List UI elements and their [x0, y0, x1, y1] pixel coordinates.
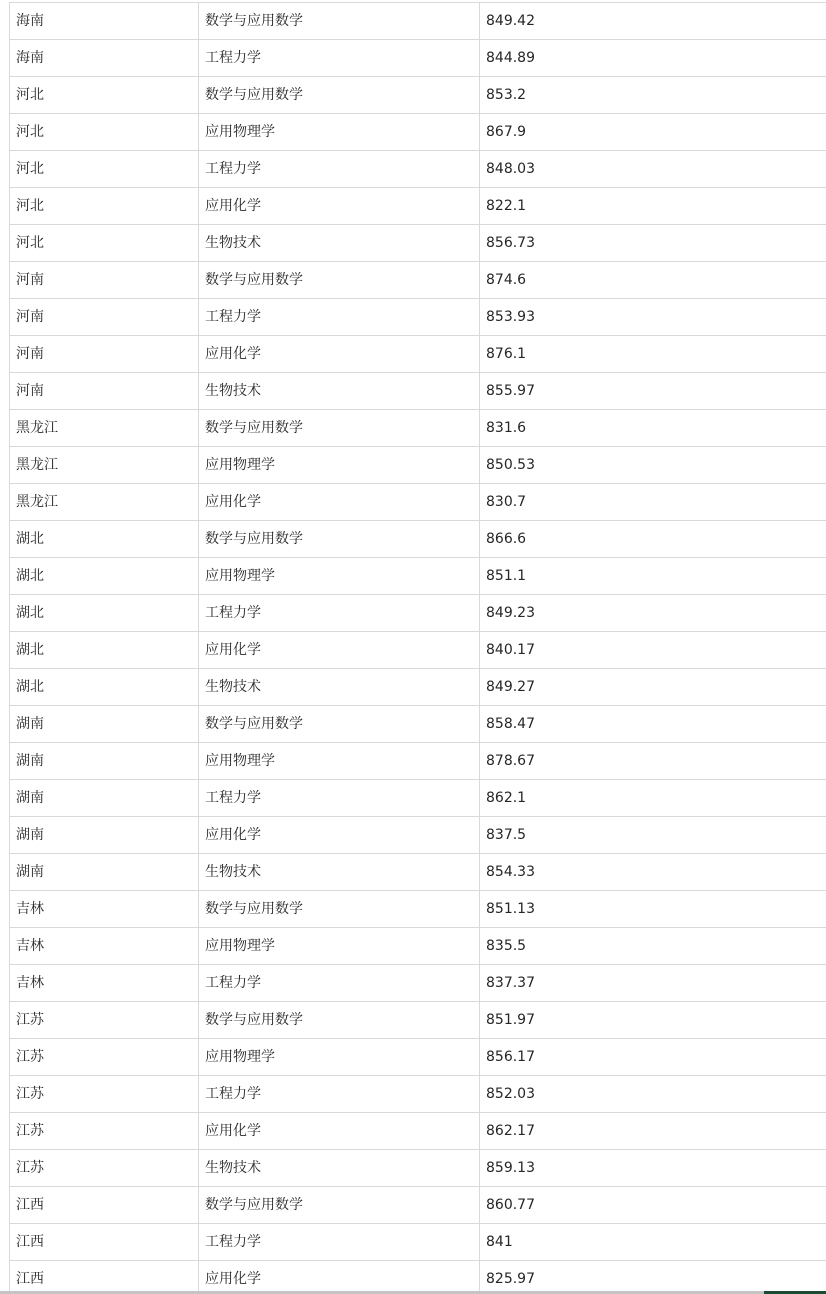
province-cell[interactable]: 黑龙江 [10, 484, 199, 520]
score-cell[interactable]: 844.89 [486, 50, 535, 66]
score-cell[interactable]: 853.93 [486, 309, 535, 325]
score-cell[interactable]: 852.03 [486, 1086, 535, 1102]
score-cell[interactable]: 862.1 [486, 790, 527, 806]
major-cell[interactable]: 工程力学 [199, 151, 480, 187]
score-cell[interactable]: 856.17 [486, 1049, 535, 1065]
major-cell[interactable]: 工程力学 [199, 299, 480, 335]
province-cell[interactable]: 江苏 [10, 1076, 199, 1112]
score-cell[interactable]: 858.47 [486, 716, 535, 732]
table-row [10, 1075, 826, 1112]
major-cell[interactable]: 工程力学 [199, 40, 480, 76]
major-cell[interactable]: 应用物理学 [199, 114, 480, 150]
province-cell[interactable]: 河南 [10, 336, 199, 372]
table-row [10, 1186, 826, 1223]
province-cell[interactable]: 江苏 [10, 1002, 199, 1038]
score-cell[interactable]: 867.9 [486, 124, 527, 140]
province-cell[interactable]: 吉林 [10, 965, 199, 1001]
score-cell[interactable]: 856.73 [486, 235, 535, 251]
province-cell[interactable]: 湖北 [10, 632, 199, 668]
province-cell[interactable]: 黑龙江 [10, 410, 199, 446]
table-row [10, 335, 826, 372]
major-cell[interactable]: 数学与应用数学 [199, 1187, 480, 1223]
table-row [10, 446, 826, 483]
province-cell[interactable]: 河北 [10, 114, 199, 150]
major-cell[interactable]: 工程力学 [199, 780, 480, 816]
province-cell[interactable]: 湖南 [10, 817, 199, 853]
score-cell[interactable]: 850.53 [486, 457, 535, 473]
province-cell[interactable]: 海南 [10, 3, 199, 39]
score-cell[interactable]: 851.13 [486, 901, 535, 917]
province-cell[interactable]: 湖北 [10, 558, 199, 594]
province-cell[interactable]: 江苏 [10, 1113, 199, 1149]
major-cell[interactable]: 应用物理学 [199, 447, 480, 483]
table-row [10, 816, 826, 853]
table-row [10, 224, 826, 261]
score-cell[interactable]: 854.33 [486, 864, 535, 880]
table-row [10, 964, 826, 1001]
province-cell[interactable]: 湖北 [10, 669, 199, 705]
major-cell[interactable]: 应用化学 [199, 1261, 480, 1294]
major-cell[interactable]: 工程力学 [199, 1224, 480, 1260]
table-row [10, 705, 826, 742]
score-cell[interactable]: 874.6 [486, 272, 527, 288]
province-cell[interactable]: 河北 [10, 151, 199, 187]
table-row [10, 927, 826, 964]
score-cell[interactable]: 837.37 [486, 975, 535, 991]
score-cell[interactable]: 876.1 [486, 346, 527, 362]
table-row [10, 520, 826, 557]
major-cell[interactable]: 数学与应用数学 [199, 706, 480, 742]
table-row [10, 1223, 826, 1260]
major-cell[interactable]: 数学与应用数学 [199, 891, 480, 927]
score-cell[interactable]: 859.13 [486, 1160, 535, 1176]
major-cell[interactable]: 数学与应用数学 [199, 410, 480, 446]
major-cell[interactable]: 应用化学 [199, 336, 480, 372]
province-cell[interactable]: 江苏 [10, 1039, 199, 1075]
province-cell[interactable]: 湖北 [10, 595, 199, 631]
major-cell[interactable]: 数学与应用数学 [199, 3, 480, 39]
province-cell[interactable]: 湖南 [10, 780, 199, 816]
province-cell[interactable]: 湖南 [10, 854, 199, 890]
major-cell[interactable]: 应用物理学 [199, 928, 480, 964]
province-cell[interactable]: 黑龙江 [10, 447, 199, 483]
province-cell[interactable]: 湖北 [10, 521, 199, 557]
major-cell[interactable]: 应用化学 [199, 632, 480, 668]
table-row [10, 261, 826, 298]
table-row [10, 76, 826, 113]
table-row [10, 1038, 826, 1075]
major-cell[interactable]: 应用化学 [199, 1113, 480, 1149]
score-cell[interactable]: 851.1 [486, 568, 527, 584]
major-cell[interactable]: 生物技术 [199, 225, 480, 261]
province-cell[interactable]: 河北 [10, 225, 199, 261]
score-cell[interactable]: 835.5 [486, 938, 527, 954]
province-cell[interactable]: 江西 [10, 1261, 199, 1294]
score-cell[interactable]: 849.23 [486, 605, 535, 621]
province-cell[interactable]: 吉林 [10, 891, 199, 927]
score-cell[interactable]: 830.7 [486, 494, 527, 510]
score-cell[interactable]: 878.67 [486, 753, 535, 769]
table-row [10, 668, 826, 705]
province-cell[interactable]: 吉林 [10, 928, 199, 964]
score-cell[interactable]: 848.03 [486, 161, 535, 177]
major-cell[interactable]: 工程力学 [199, 965, 480, 1001]
major-cell[interactable]: 应用物理学 [199, 743, 480, 779]
score-cell[interactable]: 837.5 [486, 827, 527, 843]
major-cell[interactable]: 应用物理学 [199, 1039, 480, 1075]
province-cell[interactable]: 河南 [10, 299, 199, 335]
table-row [10, 2, 826, 39]
score-cell[interactable]: 855.97 [486, 383, 535, 399]
score-cell[interactable]: 822.1 [486, 198, 527, 214]
table-row [10, 1260, 826, 1294]
province-cell[interactable]: 海南 [10, 40, 199, 76]
major-cell[interactable]: 数学与应用数学 [199, 77, 480, 113]
table-row [10, 1001, 826, 1038]
province-cell[interactable]: 河南 [10, 373, 199, 409]
table-row [10, 409, 826, 446]
province-cell[interactable]: 河北 [10, 77, 199, 113]
score-cell[interactable]: 862.17 [486, 1123, 535, 1139]
province-cell[interactable]: 江西 [10, 1187, 199, 1223]
table-row [10, 853, 826, 890]
table-row [10, 557, 826, 594]
table-row [10, 779, 826, 816]
major-cell[interactable]: 数学与应用数学 [199, 1002, 480, 1038]
table-row [10, 1149, 826, 1186]
table-row [10, 113, 826, 150]
score-cell[interactable]: 851.97 [486, 1012, 535, 1028]
table-row [10, 150, 826, 187]
score-cell[interactable]: 831.6 [486, 420, 527, 436]
score-cell[interactable]: 840.17 [486, 642, 535, 658]
table-row [10, 594, 826, 631]
major-cell[interactable]: 生物技术 [199, 669, 480, 705]
major-cell[interactable]: 应用化学 [199, 817, 480, 853]
province-cell[interactable]: 江西 [10, 1224, 199, 1260]
province-cell[interactable]: 河北 [10, 188, 199, 224]
table-row [10, 187, 826, 224]
major-cell[interactable]: 数学与应用数学 [199, 262, 480, 298]
score-cell[interactable]: 853.2 [486, 87, 527, 103]
score-cell[interactable]: 849.42 [486, 13, 535, 29]
score-cell[interactable]: 860.77 [486, 1197, 535, 1213]
major-cell[interactable]: 工程力学 [199, 1076, 480, 1112]
major-cell[interactable]: 工程力学 [199, 595, 480, 631]
table-row [10, 890, 826, 927]
major-cell[interactable]: 应用化学 [199, 188, 480, 224]
major-cell[interactable]: 生物技术 [199, 1150, 480, 1186]
major-cell[interactable]: 生物技术 [199, 373, 480, 409]
province-cell[interactable]: 江苏 [10, 1150, 199, 1186]
major-cell[interactable]: 数学与应用数学 [199, 521, 480, 557]
table-row [10, 631, 826, 668]
score-cell[interactable]: 849.27 [486, 679, 535, 695]
major-cell[interactable]: 应用化学 [199, 484, 480, 520]
spreadsheet-grid [9, 2, 826, 1294]
table-row [10, 372, 826, 409]
table-row [10, 742, 826, 779]
province-cell[interactable]: 湖南 [10, 743, 199, 779]
score-cell[interactable]: 825.97 [486, 1271, 535, 1287]
table-row [10, 39, 826, 76]
table-row [10, 483, 826, 520]
province-cell[interactable]: 河南 [10, 262, 199, 298]
province-cell[interactable]: 湖南 [10, 706, 199, 742]
score-cell[interactable]: 841 [486, 1234, 513, 1250]
table-row [10, 298, 826, 335]
major-cell[interactable]: 应用物理学 [199, 558, 480, 594]
major-cell[interactable]: 生物技术 [199, 854, 480, 890]
table-row [10, 1112, 826, 1149]
score-cell[interactable]: 866.6 [486, 531, 527, 547]
